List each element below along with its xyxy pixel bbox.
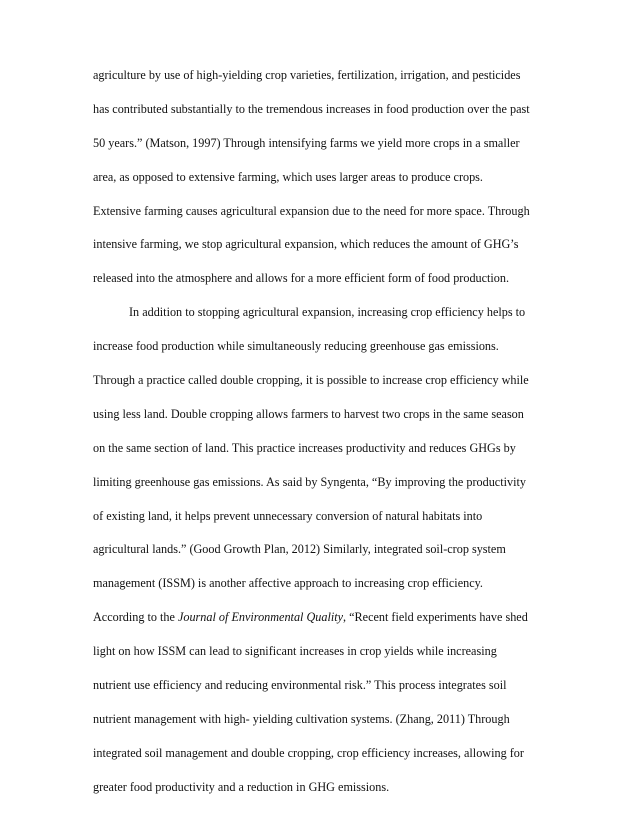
text-line: agricultural lands.” (Good Growth Plan, 2012) Similarly, integrated soil-crop system xyxy=(93,542,506,557)
text-line: increase food production while simultaneously reducing greenhouse gas emissions. xyxy=(93,339,499,354)
text-line: Through a practice called double cropping, it is possible to increase crop efficiency while xyxy=(93,373,529,388)
text-line: integrated soil management and double cropping, crop efficiency increases, allowing for xyxy=(93,745,524,760)
text-line: has contributed substantially to the tremendous increases in food production over the past xyxy=(93,101,530,116)
text-line: management (ISSM) is another affective approach to increasing crop efficiency. xyxy=(93,576,483,591)
text-line: light on how ISSM can lead to significant increases in crop yields while increasing xyxy=(93,644,497,659)
text-line: nutrient management with high- yielding cultivation systems. (Zhang, 2011) Through xyxy=(93,711,510,726)
text-line: released into the atmosphere and allows for a more efficient form of food production. xyxy=(93,271,510,286)
text-fragment: According to the xyxy=(93,610,178,625)
text-line: intensive farming, we stop agricultural expansion, which reduces the amount of GHG’s xyxy=(93,237,519,252)
text-fragment: , “Recent field experiments have shed xyxy=(343,610,528,625)
text-line: area, as opposed to extensive farming, which uses larger areas to produce crops. xyxy=(93,169,483,184)
body-text xyxy=(93,59,558,805)
text-line: limiting greenhouse gas emissions. As said by Syngenta, “By improving the productivity xyxy=(93,474,526,489)
text-line: 50 years.” (Matson, 1997) Through intensifying farms we yield more crops in a smaller xyxy=(93,135,520,150)
text-line: Extensive farming causes agricultural expansion due to the need for more space. Through xyxy=(93,203,530,218)
text-line-with-journal-title xyxy=(93,601,558,635)
text-line: on the same section of land. This practice increases productivity and reduces GHGs by xyxy=(93,440,516,455)
paragraph-2 xyxy=(93,296,558,804)
text-line: agriculture by use of high-yielding crop varieties, fertilization, irrigation, and pesticides xyxy=(93,68,521,82)
text-line: of existing land, it helps prevent unnecessary conversion of natural habitats into xyxy=(93,508,483,523)
journal-title: Journal of Environmental Quality xyxy=(177,610,344,625)
text-line: nutrient use efficiency and reducing environmental risk.” This process integrates soil xyxy=(93,678,507,693)
text-line: In addition to stopping agricultural expansion, increasing crop efficiency helps to xyxy=(129,305,526,320)
paragraph-1 xyxy=(93,59,558,296)
text-line: using less land. Double cropping allows farmers to harvest two crops in the same season xyxy=(93,406,524,421)
text-line: greater food productivity and a reduction in GHG emissions. xyxy=(93,779,390,794)
